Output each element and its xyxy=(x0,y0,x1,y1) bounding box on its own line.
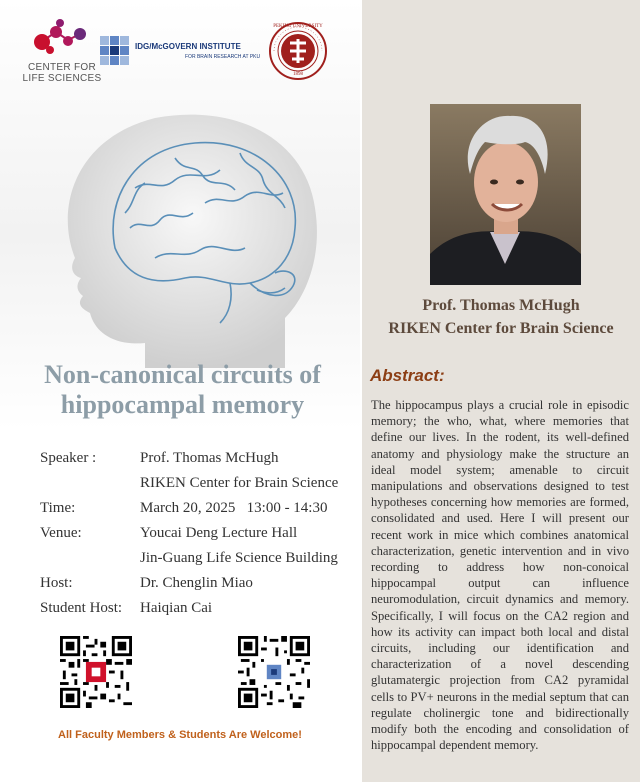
brain-illustration xyxy=(35,108,335,368)
talk-title-line-1: Non-canonical circuits of xyxy=(44,360,321,389)
host-label: Host: xyxy=(40,575,73,591)
idg-logo-name: IDG/McGOVERN INSTITUTE xyxy=(135,42,241,51)
idg-squares-icon xyxy=(100,36,130,66)
venue-row-2 xyxy=(40,550,360,574)
abstract-body: The hippocampus plays a crucial role in episodic memory; the who, what, where memories that define our lives. In the rodent, its well-defined anatomy and physiology make the structure an ideal model system; amenable to circuit manipulations and observations designed to test hypotheses concerning how memories are formed, consolidated and used. Here I will present our recent work in mice which combines anatomical characterization, genetic intervention and in vivo recording to address how non-conoical hippocampal output can influence neuromodulation, circuit dynamics and memory. Specifically, I will focus on the CA2 region and how its activity can impact both local and distal circuits, including our identification and characterization of a novel descending glutamatergic projection from CA2 pyramidal cells to PV+ neurons in the medial septum that can regulate cholinergic tone and bidirectionally modify both the encoding and consolidation of hippocampal dependent memory. xyxy=(371,398,629,753)
welcome-message: All Faculty Members & Students Are Welcome! xyxy=(58,729,302,741)
speaker-card-institution: RIKEN Center for Brain Science xyxy=(388,320,614,337)
talk-title xyxy=(10,360,355,420)
peking-university-seal xyxy=(268,21,328,81)
time-label: Time: xyxy=(40,500,76,516)
speaker-affiliation-row xyxy=(40,475,360,499)
venue-line-1: Youcai Deng Lecture Hall xyxy=(140,525,298,541)
student-host-row xyxy=(40,600,360,624)
speaker-label: Speaker : xyxy=(40,450,97,466)
student-host-value: Haiqian Cai xyxy=(140,600,213,616)
center-for-life-sciences-logo xyxy=(22,18,102,88)
host-row xyxy=(40,575,360,599)
time-value: March 20, 2025 13:00 - 14:30 xyxy=(140,500,328,516)
qr-code-right[interactable] xyxy=(238,636,310,708)
speaker-row xyxy=(40,450,360,474)
pku-seal-text: PEKING UNIVERSITY xyxy=(273,24,323,29)
cls-line-1: CENTER FOR xyxy=(28,62,96,73)
idg-mcgovern-logo xyxy=(100,36,260,66)
pku-seal-year: 1898 xyxy=(293,72,303,77)
cls-molecule-icon xyxy=(22,18,102,62)
venue-line-2: Jin-Guang Life Science Building xyxy=(140,550,338,566)
idg-logo-subtitle: FOR BRAIN RESEARCH AT PKU xyxy=(185,54,261,60)
qr-code-left[interactable] xyxy=(60,636,132,708)
time-row xyxy=(40,500,360,524)
talk-title-line-2: hippocampal memory xyxy=(60,390,305,419)
speaker-portrait xyxy=(430,104,581,285)
cls-logo-text xyxy=(22,62,102,84)
venue-row xyxy=(40,525,360,549)
abstract-heading: Abstract: xyxy=(370,366,445,385)
speaker-card-name: Prof. Thomas McHugh xyxy=(422,297,580,314)
speaker-name: Prof. Thomas McHugh xyxy=(140,450,279,466)
host-value: Dr. Chenglin Miao xyxy=(140,575,253,591)
head-brain-icon xyxy=(35,108,335,368)
student-host-label: Student Host: xyxy=(40,600,123,616)
cls-line-2: LIFE SCIENCES xyxy=(22,73,102,84)
speaker-affiliation: RIKEN Center for Brain Science xyxy=(140,475,339,491)
venue-label: Venue: xyxy=(40,525,82,541)
